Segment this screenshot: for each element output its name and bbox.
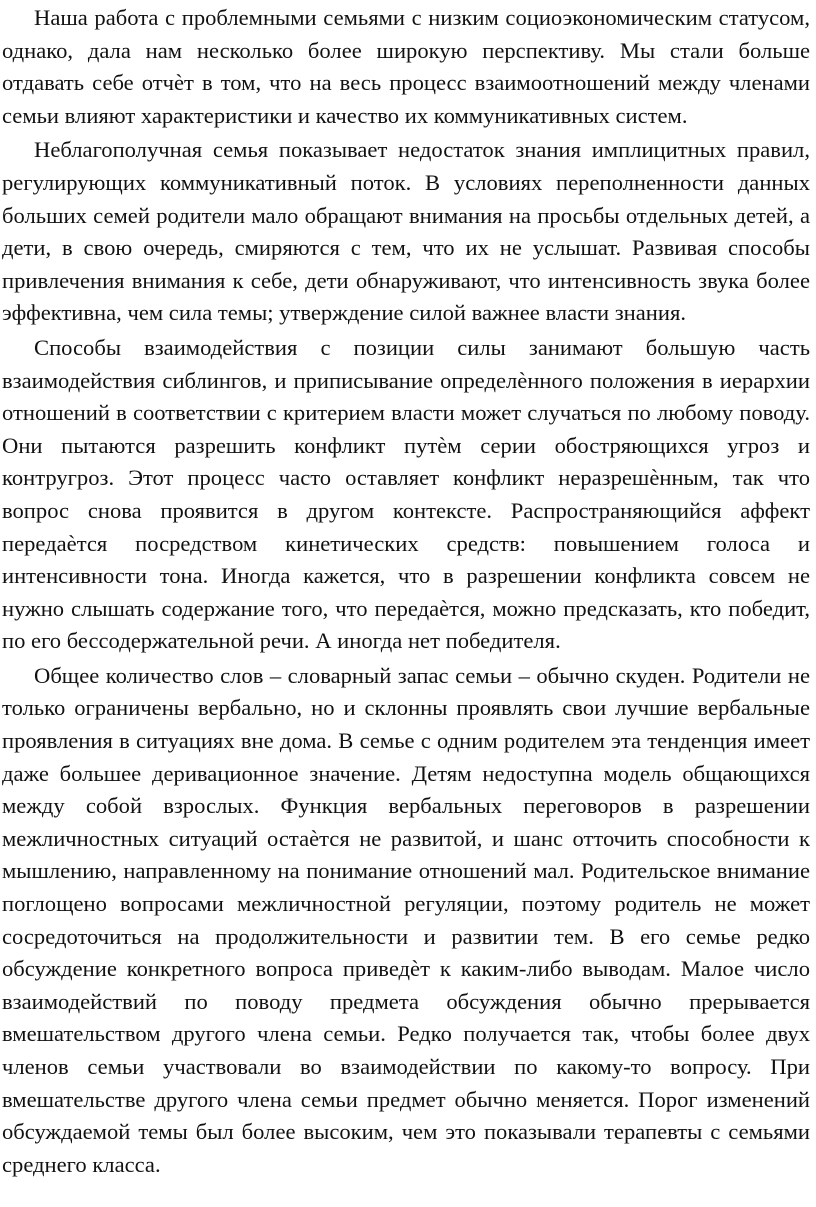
paragraph: Способы взаимодействия с позиции силы занимают большую часть взаимодействия сиблингов, и приписывание определѐнного положения в иерархии отношений в соответствии с критерием власти может случаться по любому поводу. Они пытаются разрешить конфликт путѐм серии обостряющихся угроз и контругроз. Этот процесс часто оставляет конфликт неразрешѐнным, так что вопрос снова проявится в другом контексте. Распространяющийся аффект передаѐтся посредством кинетических средств: повышением голоса и интенсивности тона. Иногда кажется, что в разрешении конфликта совсем не нужно слышать содержание того, что передаѐтся, можно предсказать, кто победит, по его бессодержательной речи. А иногда нет победителя. — [2, 334, 810, 654]
paragraph: Неблагополучная семья показывает недостаток знания имплицитных правил, регулирующих коммуникативный поток. В условиях переполненности данных больших семей родители мало обращают внимания на просьбы отдельных детей, а дети, в свою очередь, смиряются с тем, что их не услышат. Развивая способы привлечения внимания к себе, дети обнаруживают, что интенсивность звука более эффективна, чем сила темы; утверждение силой важнее власти знания. — [2, 137, 810, 326]
paragraph: Наша работа с проблемными семьями с низким социоэкономическим статусом, однако, дала нам несколько более широкую перспективу. Мы стали больше отдавать себе отчѐт в том, что на весь процесс взаимоотношений между членами семьи влияют характеристики и качество их коммуникативных систем. — [2, 5, 810, 128]
paragraph: Общее количество слов – словарный запас семьи – обычно скуден. Родители не только ограничены вербально, но и склонны проявлять свои лучшие вербальные проявления в ситуациях вне дома. В семье с одним родителем эта тенденция имеет даже большее деривационное значение. Детям недоступна модель общающихся между собой взрослых. Функция вербальных переговоров в разрешении межличностных ситуаций остаѐтся не развитой, и шанс отточить способности к мышлению, направленному на понимание отношений мал. Родительское внимание поглощено вопросами межличностной регуляции, поэтому родитель не может сосредоточиться на продолжительности и развитии тем. В его семье редко обсуждение конкретного вопроса приведѐт к каким-либо выводам. Малое число взаимодействий по поводу предмета обсуждения обычно прерывается вмешательством другого члена семьи. Редко получается так, чтобы более двух членов семьи участвовали во взаимодействии по какому-то вопросу. При вмешательстве другого члена семьи предмет обычно меняется. Порог изменений обсуждаемой темы был более высоким, чем это показывали терапевты с семьями среднего класса. — [2, 662, 810, 1177]
